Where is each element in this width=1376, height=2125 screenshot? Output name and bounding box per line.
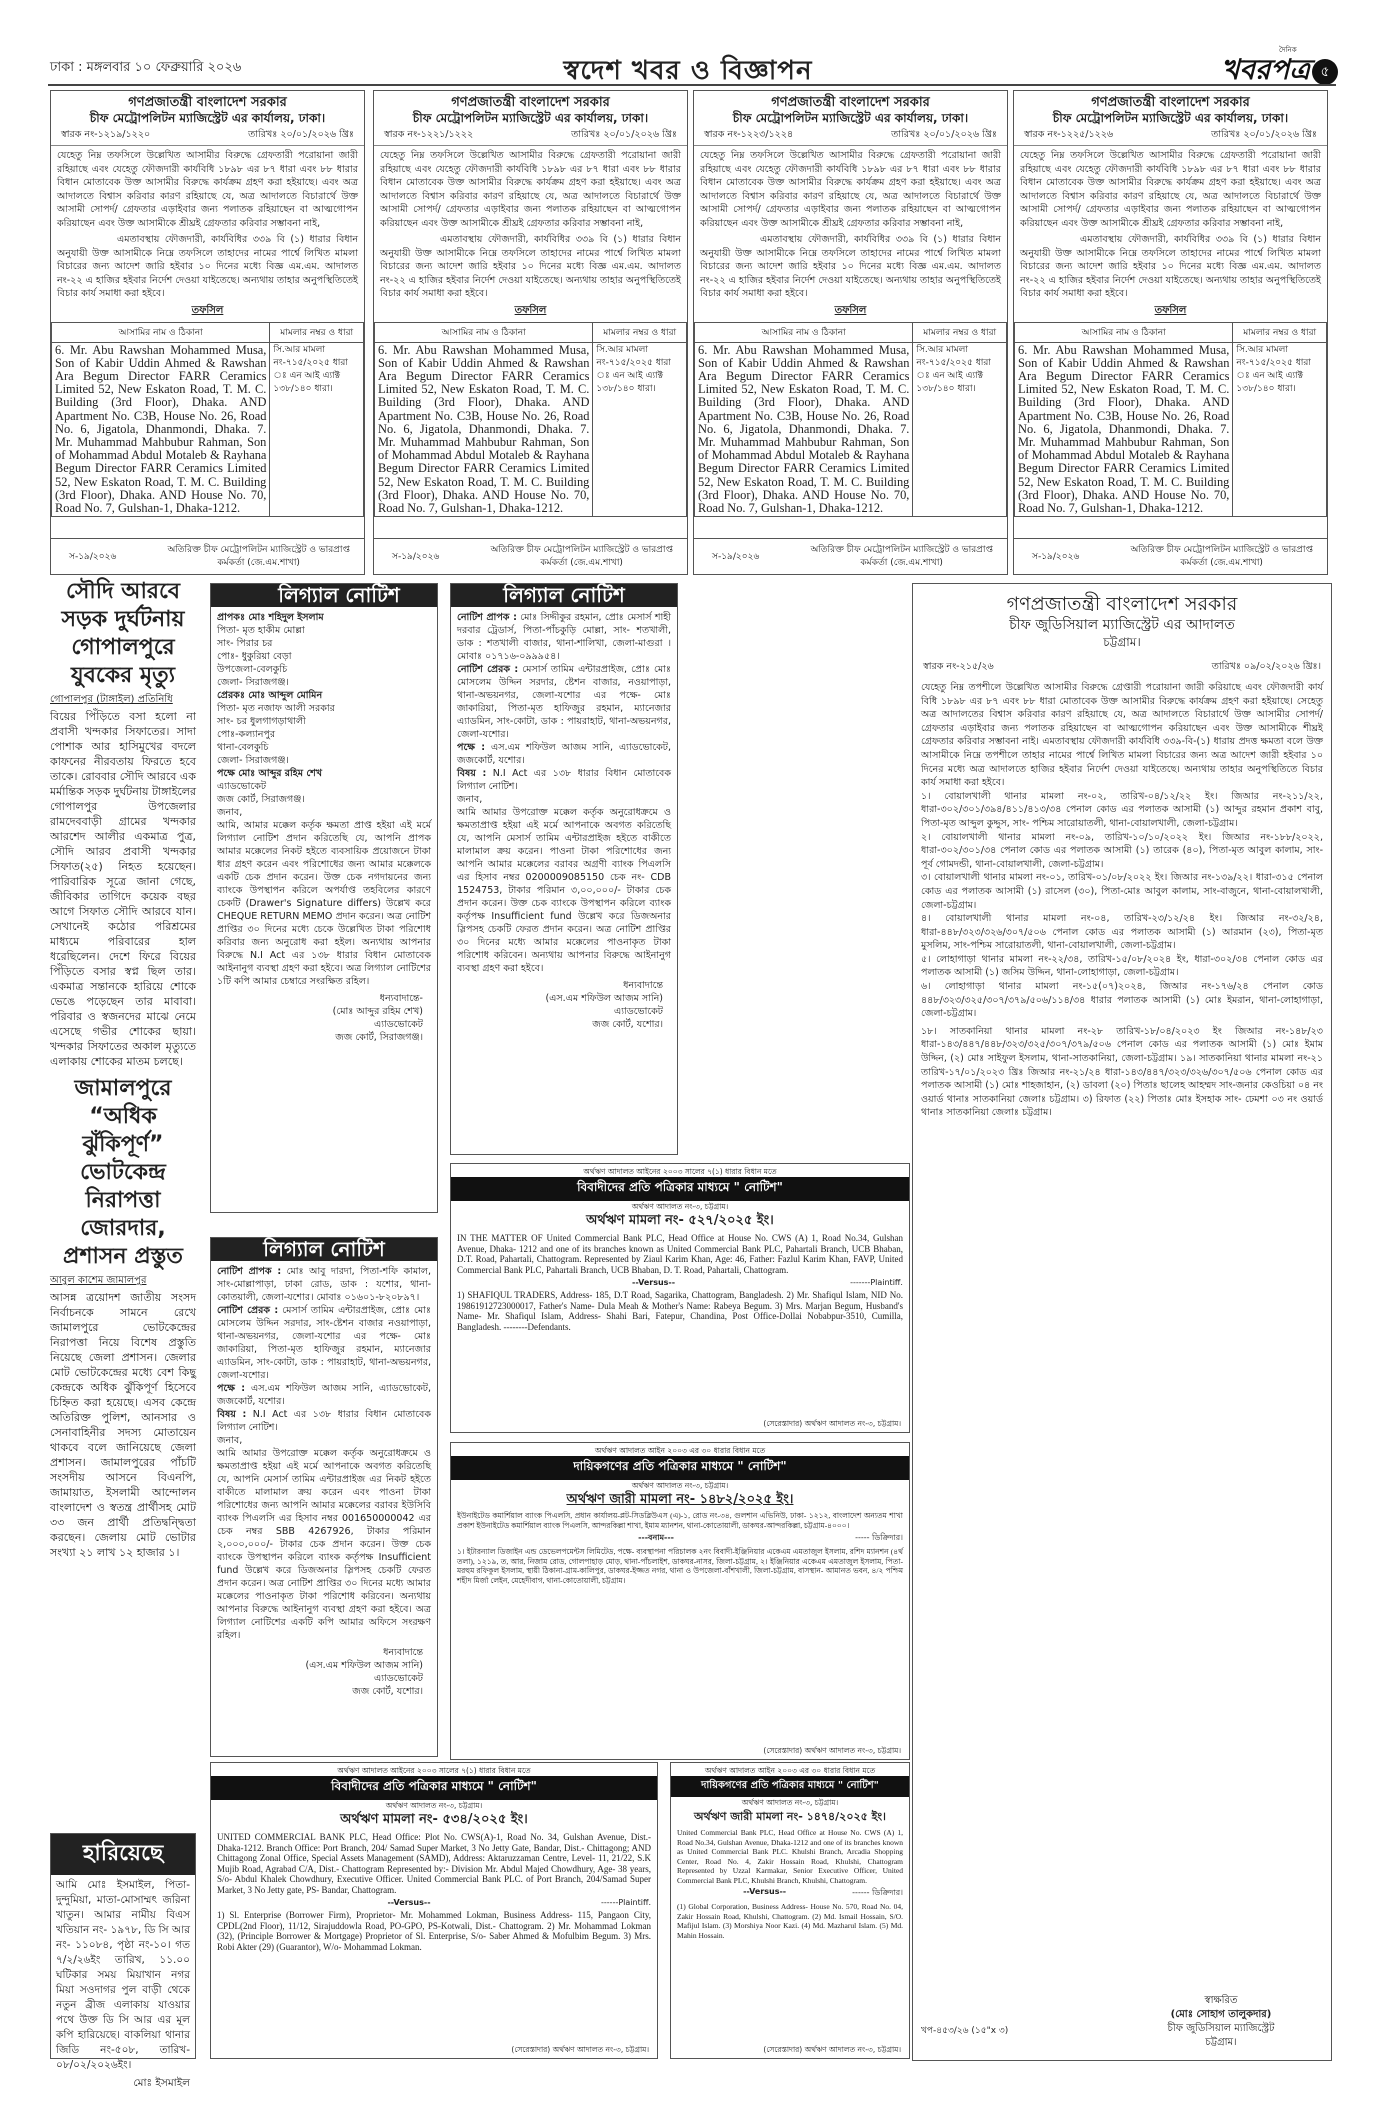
cjm-case-item: ১। বোয়ালখালী থানার মামলা নং-০২, তারিখ-০৪/১২/২২ ইং। জিআর নং-২১১/২২, ধারা-৩০২/৩০১/৩৯৪/৪১১/৪১৩/৩৪ পেনাল কোড এর পলাতক আসামী (১) আব্দুর রহমান প্রকাশ বাবু, পিতা-মৃত আব্দুল কুদ্দুস, সাং- পশ্চিম সারোয়াতলী, থানা-বোয়ালখালী, জেলা-চট্টগ্রাম। bbox=[921, 790, 1323, 829]
loan-court: অর্থঋণ আদালত নং-৩, চট্টগ্রাম। bbox=[741, 1798, 839, 1807]
cjm-date: তারিখঃ ০৯/০২/২০২৬ খ্রিঃ। bbox=[1211, 661, 1321, 672]
cjm-sign-place: চট্টগ্রাম। bbox=[1205, 2037, 1237, 2048]
sender-label: নোটিশ প্রেরক : bbox=[457, 664, 519, 675]
warrant-para-1: যেহেতু নিম্ন তফসিলে উল্লেখিত আসামীর বিরুদ্ধে গ্রেফতারী পরোয়ানা জারী রহিয়াছে এবং যেহেতু ফৌজদারী কার্যবিধি ১৮৯৮ এর ৮৭ ধারা এবং ৮৮ ধারার বিধান মোতাবেক উক্ত আসামীর বিরুদ্ধে কার্যক্রম গ্রহণ করা হইয়াছে। এবং অত্র আদালতে বিশ্বাস করিবার কারণ রহিয়াছে যে, অত্র আদালতে বিচারার্থে উক্ত আসামী সোপর্দ/ গ্রেফতার এড়াইবার জন্য পলাতক রহিয়াছেন বা আত্মগোপন করিয়াছেন এবং উক্ত আসামীকে শ্রীঘ্রই গ্রেফতার করিবার সম্ভাবনা নাই, bbox=[374, 145, 687, 233]
warrant-gov: গণপ্রজাতন্ত্রী বাংলাদেশ সরকার bbox=[451, 95, 610, 110]
warrant-office: চীফ মেট্রোপলিটন ম্যাজিস্ট্রেট এর কার্যালয়, ঢাকা। bbox=[89, 111, 326, 125]
case-details: সি.আর মামলা নং-৭১৫/২০২৫ ধারা ঃ এন আই এ্যাক্ট ১৩৮/১৪০ ধারা। bbox=[270, 342, 364, 517]
cjm-case-item: ৪। বোয়ালখালী থানার মামলা নং-০৪, তারিখ-২৩/১২/২৪ ইং। জিআর নং-৩২/২৪, ধারা-৪৪৮/৩২৩/৩২৬/৩০৭/৫০৬ পেনাল কোড এর পলাতক আসামী (১) আরমান (২৩), পিতা-মৃত মুসলিম, সাং-পশ্চিম সারোয়াতলী, থানা-বোয়ালখালী, জেলা-চট্টগ্রাম। bbox=[921, 913, 1323, 952]
loan-plaintiff: IN THE MATTER OF United Commercial Bank PLC, Head Office at House No. CWS (A) 1, Road No.34, Gulshan Avenue, Dhaka- 1212 and one of its branches known as United Commercial Bank PLC, Pahartali Branch, UCB Bhaban, D.T. Road, Pahartali, Chattogram. Represented by Ziaul Karim Khan, Age: 46, Father: Fazlul Karim Khan, FAVP, United Commercial Bank PLC, Pahartali Branch, UCB Bhaban, D. T. Road, Pahartali, Chattogram. bbox=[457, 1233, 903, 1275]
col-case-header: মামলার নম্বর ও ধারা bbox=[593, 322, 687, 342]
warrant-para-2: এমতাবস্থায় ফৌজদারী, কার্যবিধির ৩৩৯ বি (১) ধারার বিধান অনুযায়ী উক্ত আসামীকে নিম্নে তফসিলে তাহাদের নামের পার্শ্বে লিখিত মামলা বিচারের জন্য আদেশ জারি হইবার ১০ দিনের মধ্যে বিজ্ঞ এম.এম. আদালত নং-২২ এ হাজির হইবার নির্দেশ দেওয়া যাইতেছে। অন্যথায় তাহার অনুপস্থিতিতেই বিচার কার্য সমাধা করা হইবে। bbox=[380, 234, 681, 299]
loan-defendants: 1) Sl. Enterprise (Borrower Firm), Proprietor- Mr. Mohammed Lokman, Business Address- 115, Pangaon City, CPDL(2nd Floor), 11/12, Sirajuddowla Road, PO-GPO, PS-Kotwali, Dist.- Chattogram. 2) Mr. Mohammad Lokman (32), (Principle Borrower & Mortgage) Proprietor of Sl. Enterprise, S/o- Saber Ahmed & Mofulbim Begum. 3) Mrs. Robi Akter (29) (Guarantor), W/o- Mohammad Lokman. bbox=[217, 1910, 651, 1952]
page-number-badge: ৫ bbox=[1312, 59, 1338, 85]
cjm-city: চট্টগ্রাম। bbox=[1103, 635, 1141, 649]
sender: মেসার্স তামিম এন্টারপ্রাইজ, প্রোঃ মোঃ মোসলেম উদ্দিন সরদার, ষ্টেশন বাজার, নওয়াপাড়া, থানা-অভয়নগর, জেলা-যশোর এর পক্ষে- মোঃ জাকারিয়া, পিতা-মৃত হাফিজুর রহমান, ম্যানেজার এ্যাডমিন, সাং-কোটা, ডাক : পায়রাহাট, থানা-অভয়নগর, জেলা-যশোর। bbox=[457, 664, 671, 740]
address-line: সাং- পিরার চর bbox=[217, 638, 273, 649]
cjm-case-item: ৫। লোহাগাড়া থানার মামলা নং-২২/৩৪, তারিখ-১৫/০৮/২০২৪ ইং, ধারা-৩০২/৩৪ পেনাল কোড এর পলাতক আসামী (১) জসিম উদ্দিন, থানা-লোহাগাড়া, জেলা-চট্টগ্রাম। bbox=[921, 953, 1323, 979]
loan-notice-top: অর্থঋণ আদালত আইনের ২০০৩ সালের ৭(১) ধারার বিধান মতে bbox=[583, 1167, 777, 1176]
counsel: এস.এম শফিউল আজম সানি, এ্যাডভোকেট, জজকোর্ট, যশোর। bbox=[217, 1383, 431, 1407]
col-case-header: মামলার নম্বর ও ধারা bbox=[913, 322, 1007, 342]
legal-notice-jessore-2 bbox=[450, 583, 678, 1155]
loan-defendants: (1) Global Corporation, Business Address- House No. 570, Road No. 04, Zakir Hossain Road, Khulshi, Chattogram. (2) Md. Ismail Hossain, S/O. Mafijul Islam. (3) Morshiya Noor Kazi. (4) Md. Mazharul Islam. (5) Md. Mahin Hossain. bbox=[677, 1902, 903, 1940]
news-body-2: আসন্ন ত্রয়োদশ জাতীয় সংসদ নির্বাচনকে সামনে রেখে জামালপুরে ভোটকেন্দ্রের নিরাপত্তা নিয়ে বিশেষ প্রস্তুতি নিয়েছে জেলা প্রশাসন। জেলার মোট ভোটকেন্দ্রের মধ্যে বেশ কিছু কেন্দ্রকে অধিক ঝুঁকিপূর্ণ হিসেবে চিহ্নিত করা হয়েছে। এসব কেন্দ্রে অতিরিক্ত পুলিশ, আনসার ও সেনাবাহিনীর সদস্য মোতায়েন থাকবে বলে জানিয়েছে জেলা প্রশাসন। জামালপুরের পাঁচটি সংসদীয় আসনে বিএনপি, জামায়াত, ইসলামী আন্দোলন বাংলাদেশ ও স্বতন্ত্র প্রার্থীসহ মোট ৩৩ জন প্রার্থী প্রতিদ্বন্দ্বিতা করছেন। জেলায় মোট ভোটার সংখ্যা ২১ লাখ ১২ হাজার ১। bbox=[50, 1291, 196, 1559]
address-line: জজ কোর্ট, সিরাজগঞ্জ। bbox=[217, 794, 305, 805]
col-case-header: মামলার নম্বর ও ধারা bbox=[270, 322, 364, 342]
cjm-signed: স্বাক্ষরিত bbox=[1204, 1995, 1238, 2006]
cjm-memo: স্বারক নং-২১৫/২৬ bbox=[923, 661, 994, 672]
loan-case-number: অর্থঋণ মামলা নং- ৫২৭/২০২৫ ইং। bbox=[586, 1213, 774, 1228]
address-line: থানা-বেলকুচি bbox=[217, 742, 269, 753]
loan-clerk: (সেরেস্তাদার) অর্থঋণ আদালত নং-৩, চট্টগ্রাম। bbox=[763, 2045, 901, 2054]
address-line: পোঃ-কল্যানপুর bbox=[217, 729, 276, 740]
counsel: এস.এম শফিউল আজম সানি, এ্যাডভোকেট, জজকোর্ট, যশোর। bbox=[457, 742, 671, 766]
loan-court-notice bbox=[450, 1442, 910, 1760]
cjm-more: ১৮। সাতকানিয়া থানার মামলা নং-২৮ তারিখ-১৮/০৪/২০২৩ ইং জিআর নং-১৪৮/২৩ ধারা-১৪৩/৪৪৭/৪৪৮/৩২৩/৩২৫/৩০৭/৩৭৯/৫০৬ পেনাল কোড এর পলাতক আসামী (১) মোঃ ইমাম উদ্দিন, (২) মোঃ সাইফুল ইসলাম, থানা-সাতকানিয়া, জেলা-চট্টগ্রাম। ১৯। সাতকানিয়া থানার মামলা নং-২১ তারিখ-১৭/০১/২০২৩ খ্রিঃ জিআর নং-২১/২৪ ধারা-১৪৩/৪৪৭/৩২৩/৩২৬/৩০৭/৫০৬ পেনাল কোড এর পলাতক আসামী (১) মোঃ শাহজাহান, (২) ডাবলা (২০) পিতাঃ ছালেহ আহম্মদ সাং-জনার কেওচিয়া ০৪ নং ওয়ার্ড থানাঃ সাতকানিয়া জেলাঃ চট্টগ্রাম। ৩) রিফাত (২২) পিতাঃ মোঃ ইসহাক সাং- ঢেমশা ০৩ নং ওয়ার্ড থানাঃ সাতকানিয়া জেলাঃ চট্টগ্রাম। bbox=[921, 1025, 1323, 1119]
col-name-header: আসামির নাম ও ঠিকানা bbox=[695, 322, 913, 342]
notice-body: আমি আমার উপরোক্ত মক্কেল কর্তৃক অনুরোধক্রমে ও ক্ষমতাপ্রাপ্ত হইয়া এই মর্মে আপনাকে অবগত করিতেছি যে, আপনি মেসার্স তামিম এন্টারপ্রাইজ হইতে বাকীতে মালামাল ক্রয় করেন। পাওনা টাকা পরিশোধের জন্য আপনি আমার মক্কেলের বরাবর অগ্রণী ব্যাংক পিএলসি এর হিসাব নম্বর 0200009085150 চেক নং- CDB 1524753, টাকার পরিমান ৩,০০,০০০/- টাকার চেক প্রদান করেন। উক্ত চেক ব্যাংকে উপস্থাপন করিলে ব্যাংক কর্তৃপক্ষ Insufficient fund উল্লেখ করে ডিজঅনার স্লিপসহ চেকটি ফেরত প্রদান করেন। অত্র নোটিশ প্রাপ্তির ৩০ দিনের মধ্যে আমার মক্কেলের পাওনাকৃত টাকা পরিশোধ করিবেন। অন্যথায় আপনার বিরুদ্ধে আইনানুগ ব্যবস্থা গ্রহণ করা হইবে। bbox=[457, 807, 671, 974]
advocate-court: জজ কোর্ট, যশোর। bbox=[592, 1019, 663, 1030]
section-title: স্বদেশ খবর ও বিজ্ঞাপন bbox=[563, 56, 813, 86]
loan-court: অর্থঋণ আদালত নং-৩, চট্টগ্রাম। bbox=[631, 1481, 729, 1490]
cjm-warrant-notice bbox=[912, 583, 1332, 2061]
loan-court-notice bbox=[450, 1163, 910, 1433]
accused-details: 6. Mr. Abu Rawshan Mohammed Musa, Son of Kabir Uddin Ahmed & Rawshan Ara Begum Director FARR Ceramics Limited 52, New Eskaton Road, T. M. C. Building (3rd Floor), Dhaka. AND Apartment No. C3B, House No. 26, Road No. 6, Jigatola, Dhanmondi, Dhaka. 7. Mr. Muhammad Mahbubur Rahman, Son of Mohammad Abdul Motaleb & Rayhana Begum Director FARR Ceramics Limited 52, New Eskaton Road, T. M. C. Building (3rd Floor), Dhaka. AND House No. 70, Road No. 7, Gulshan-1, Dhaka-1212. bbox=[375, 342, 593, 517]
loan-plaintiff: ইউনাইটেড কমার্শিয়াল ব্যাংক পিএলসি, প্রধান কার্যালয়-প্লট-সিডব্লিউএস (এ)-১, রোড নং-৩৪, গুলশান এভিনিউ, ঢাকা- ১২১২, বাংলাদেশ অন্যতম শাখা প্রকাশ ইউনাইটেড কমার্শিয়াল ব্যাংক পিএলসি, আন্দরকিল্লা শাখা, ইমাম ম্যানশন, থানা-কোতোয়ালী, ডাকঘর-আন্দরকিল্লা, চট্টগ্রাম-৪০০০। bbox=[457, 1511, 903, 1530]
news-byline-1: গোপালপুর (টাঙ্গাইল) প্রতিনিধি bbox=[50, 694, 173, 705]
page-header bbox=[0, 0, 1376, 86]
advocate-court: জজ কোর্ট, সিরাজগঞ্জ। bbox=[335, 1032, 423, 1043]
loan-clerk: (সেরেস্তাদার) অর্থঋণ আদালত নং-৩, চট্টগ্রাম। bbox=[763, 1746, 901, 1755]
warrant-signatory: অতিরিক্ত চীফ মেট্রোপলিটন ম্যাজিস্ট্রেট ও ভারপ্রাপ্ত কর্মকর্তা (জে.এম.শাখা) bbox=[810, 544, 993, 568]
closing: ধন্যবাদান্তে- bbox=[379, 993, 423, 1004]
col-name-header: আসামির নাম ও ঠিকানা bbox=[1015, 322, 1233, 342]
loan-defendants: 1) SHAFIQUL TRADERS, Address- 185, D.T Road, Sagarika, Chattogram, Bangladesh. 2) Mr. Shafiqul Islam, NID No. 19861912723000017, Father's Name- Dula Meah & Mother's Name: Rabeya Begum. 3) Mrs. Marjan Begum, Husband's Name- Mr. Shafiqul Islam, Address- Shahi Bari, Fatepur, Chandina, Post Office-Dollai Nobabpur-3510, Cumilla, Bangladesh. --------Defendants. bbox=[457, 1290, 903, 1332]
warrant-office: চীফ মেট্রোপলিটন ম্যাজিস্ট্রেট এর কার্যালয়, ঢাকা। bbox=[412, 111, 649, 125]
address-line: জেলা- সিরাজগঞ্জ। bbox=[217, 755, 289, 766]
warrant-gov: গণপ্রজাতন্ত্রী বাংলাদেশ সরকার bbox=[1091, 95, 1250, 110]
advocate-role: এ্যাডভোকেট bbox=[373, 1019, 423, 1030]
cjm-intro: যেহেতু নিম্ন তপশীলে উল্লেখিত আসামীর বিরুদ্ধে গ্রেপ্তারী পরোয়ানা জারী করিয়াছে এবং ফৌজদারী কার্য বিধি ১৮৯৮ এর ৮৭ এবং ৮৮ ধারা মোতাবেক উক্ত আসামীর বিরুদ্ধে কার্যক্রম গ্রহণ করা হইয়াছে। সেহেতু অত্র আদালতের বিশ্বাস করিবার কারণ রহিয়াছে যে, অত্র আদালতে বিচারার্থে উক্ত আসামীর সোপর্দ/গ্রেফতার এড়াইবার জন্য পলাতক রহিয়াছেন বা আত্মগোপন করিয়াছেন এবং উক্ত আসামীকে শীঘ্রই গ্রেফতার করিবার সম্ভাবনা নাই। এমতাবস্থায় ফৌজদারী কার্যবিধি ৩৩৯-বি-(১) ধারায় প্রদত্ত ক্ষমতা বলে উক্ত আসামীকে নিম্নে তপশীলে তাহার নামের পার্শ্বে লিখিত মামলা বিচারের জন্য অত্র আদেশ জারী হইবার ১০ দিনের মধ্যে অত্র আদালতে হাজির হইবার নির্দেশ দেওয়া যাইতেছে। অন্যথায় তাহার অনুপস্থিতিতে বিচার কার্য সমাধা করা হইবে। bbox=[921, 682, 1323, 789]
warrant-memo: স্বারক নং-১২১৯/১২২০ bbox=[61, 129, 151, 140]
accused-details: 6. Mr. Abu Rawshan Mohammed Musa, Son of Kabir Uddin Ahmed & Rawshan Ara Begum Director FARR Ceramics Limited 52, New Eskaton Road, T. M. C. Building (3rd Floor), Dhaka. AND Apartment No. C3B, House No. 26, Road No. 6, Jigatola, Dhanmondi, Dhaka. 7. Mr. Muhammad Mahbubur Rahman, Son of Mohammad Abdul Motaleb & Rayhana Begum Director FARR Ceramics Limited 52, New Eskaton Road, T. M. C. Building (3rd Floor), Dhaka. AND House No. 70, Road No. 7, Gulshan-1, Dhaka-1212. bbox=[695, 342, 913, 517]
accused-details: 6. Mr. Abu Rawshan Mohammed Musa, Son of Kabir Uddin Ahmed & Rawshan Ara Begum Director FARR Ceramics Limited 52, New Eskaton Road, T. M. C. Building (3rd Floor), Dhaka. AND Apartment No. C3B, House No. 26, Road No. 6, Jigatola, Dhanmondi, Dhaka. 7. Mr. Muhammad Mahbubur Rahman, Son of Mohammad Abdul Motaleb & Rayhana Begum Director FARR Ceramics Limited 52, New Eskaton Road, T. M. C. Building (3rd Floor), Dhaka. AND House No. 70, Road No. 7, Gulshan-1, Dhaka-1212. bbox=[52, 342, 270, 517]
loan-case-number: অর্থঋণ মামলা নং- ৫৩৪/২০২৫ ইং। bbox=[340, 1812, 528, 1827]
warrant-date: তারিখঃ ২০/০১/২০২৬ খ্রিঃ bbox=[891, 129, 997, 140]
accused-table bbox=[374, 322, 687, 518]
legal-notice-title: লিগ্যাল নোটিশ bbox=[211, 1238, 437, 1261]
loan-court: অর্থঋণ আদালত নং-৩, চট্টগ্রাম। bbox=[631, 1202, 729, 1211]
warrant-ref: স-১৯/২০২৬ bbox=[712, 552, 760, 562]
subject-label: বিষয় : bbox=[217, 1409, 247, 1420]
address-line: পিতা- মৃত হাকীম মোল্লা bbox=[217, 625, 305, 636]
address-line: পোঃ- ধুকুরিয়া বেড়া bbox=[217, 651, 292, 662]
warrant-date: তারিখঃ ২০/০১/২০২৬ খ্রিঃ bbox=[1211, 129, 1317, 140]
recipient-label: নোটিশ প্রাপক : bbox=[217, 1266, 282, 1277]
loan-case-number: অর্থঋণ জারী মামলা নং- ১৪৭৪/২০২৫ ইং। bbox=[693, 1810, 886, 1823]
case-details: সি.আর মামলা নং-৭১৫/২০২৫ ধারা ঃ এন আই এ্যাক্ট ১৩৮/১৪০ ধারা। bbox=[913, 342, 1007, 517]
subject: N.I Act এর ১৩৮ ধারার বিধান মোতাবেক লিগ্যাল নোটিশ। bbox=[457, 768, 671, 792]
col-name-header: আসামির নাম ও ঠিকানা bbox=[52, 322, 270, 342]
address-line: পিতা- মৃত নজাফ আলী সরকার bbox=[217, 703, 335, 714]
loan-court-notice bbox=[210, 1762, 658, 2059]
warrant-ref: স-১৯/২০২৬ bbox=[1032, 552, 1080, 562]
lost-notice bbox=[50, 1833, 196, 2089]
logo-tag: দৈনিক bbox=[1279, 46, 1297, 54]
loan-case-number: অর্থঋণ জারী মামলা নং- ১৪৮২/২০২৫ ইং। bbox=[566, 1492, 794, 1507]
loan-court-notice bbox=[670, 1762, 910, 2059]
subject-label: বিষয় : bbox=[457, 768, 487, 779]
advocate-name: (মোঃ আব্দুর রহিম শেখ) bbox=[332, 1006, 423, 1017]
warrant-date: তারিখঃ ২০/০১/২০২৬ খ্রিঃ bbox=[571, 129, 677, 140]
advocate-role: এ্যাডভোকেট bbox=[613, 1006, 663, 1017]
cjm-case-item: ৩। বোয়ালখালী থানার মামলা নং-০১, তারিখ-০১/০৮/২০২২ ইং। জিআর নং-১৩৯/২২। ধারা-৩১৫ পেনাল কোড এর পলাতক আসামী (১) রাসেল (৩০), পিতা-মোঃ আবুল কালাম, সাং-বাজুনে, থানা-বোয়ালখালী, জেলা-চট্টগ্রাম। bbox=[921, 872, 1323, 911]
warrant-gov: গণপ্রজাতন্ত্রী বাংলাদেশ সরকার bbox=[771, 95, 930, 110]
warrant-para-2: এমতাবস্থায় ফৌজদারী, কার্যবিধির ৩৩৯ বি (১) ধারার বিধান অনুযায়ী উক্ত আসামীকে নিম্নে তফসিলে তাহাদের নামের পার্শ্বে লিখিত মামলা বিচারের জন্য আদেশ জারি হইবার ১০ দিনের মধ্যে বিজ্ঞ এম.এম. আদালত নং-২২ এ হাজির হইবার নির্দেশ দেওয়া যাইতেছে। অন্যথায় তাহার অনুপস্থিতিতেই বিচার কার্য সমাধা করা হইবে। bbox=[1020, 234, 1321, 299]
case-details: সি.আর মামলা নং-৭১৫/২০২৫ ধারা ঃ এন আই এ্যাক্ট ১৩৮/১৪০ ধারা। bbox=[1233, 342, 1327, 517]
news-headline-1: সৌদি আরবে সড়ক দুর্ঘটনায় গোপালপুরে যুবকের মৃত্যু bbox=[61, 579, 185, 688]
loan-notice-bar: বিবাদীদের প্রতি পত্রিকার মাধ্যমে " নোটিশ" bbox=[211, 1776, 657, 1800]
accused-table bbox=[694, 322, 1007, 518]
warrant-para-1: যেহেতু নিম্ন তফসিলে উল্লেখিত আসামীর বিরুদ্ধে গ্রেফতারী পরোয়ানা জারী রহিয়াছে এবং যেহেতু ফৌজদারী কার্যবিধি ১৮৯৮ এর ৮৭ ধারা এবং ৮৮ ধারার বিধান মোতাবেক উক্ত আসামীর বিরুদ্ধে কার্যক্রম গ্রহণ করা হইয়াছে। এবং অত্র আদালতে বিশ্বাস করিবার কারণ রহিয়াছে যে, অত্র আদালতে বিচারার্থে উক্ত আসামী সোপর্দ/ গ্রেফতার এড়াইবার জন্য পলাতক রহিয়াছেন বা আত্মগোপন করিয়াছেন এবং উক্ত আসামীকে শ্রীঘ্রই গ্রেফতার করিবার সম্ভাবনা নাই, bbox=[51, 145, 364, 233]
loan-defendants: ১। ইটারন্যাল ডিজাইন এন্ড ডেভেলপমেন্টস লিমিটেড, পক্ষে- ব্যবস্থাপনা পরিচালক ২নং বিবাদী-ইঞ্জিনিয়ার একেএম এমতাজুল ইসলাম, রশিদ ম্যানশন (৪র্থ তলা), ১২১৯, ত, আর, নিজাম রোড, গোলপাহাড় মোড়, থানা-পাঁচলাইশ, ডাকঘর-নাসর, জিলা-চট্টগ্রাম, ২। ইঞ্জিনিয়ার একেএম এমতাজুল ইসলাম, পিতা-মরহুম রফিকুল ইসলাম, স্থায়ী ঠিকানা-গ্রাম-কালিপুর, ডাকঘর-ইজ্জত নগর, থানা ও উপজেলা-বাঁশখালী, জিলা-চট্টগ্রাম, বাসস্থান- আমানত ভবন, ৪/২ পশ্চিম শহীদ মির্জা লেইন, মেহেদীবাগ, থানা-কোতোয়ালী, চট্টগ্রাম। bbox=[457, 1547, 903, 1585]
address-line: জেলা- সিরাজগঞ্জ। bbox=[217, 677, 289, 688]
loan-versus: --Versus-- bbox=[632, 1278, 676, 1287]
warrant-notice bbox=[50, 90, 365, 575]
schedule-heading: তফসিল bbox=[191, 304, 224, 316]
warrant-para-1: যেহেতু নিম্ন তফসিলে উল্লেখিত আসামীর বিরুদ্ধে গ্রেফতারী পরোয়ানা জারী রহিয়াছে এবং যেহেতু ফৌজদারী কার্যবিধি ১৮৯৮ এর ৮৭ ধারা এবং ৮৮ ধারার বিধান মোতাবেক উক্ত আসামীর বিরুদ্ধে কার্যক্রম গ্রহণ করা হইয়াছে। এবং অত্র আদালতে বিশ্বাস করিবার কারণ রহিয়াছে যে, অত্র আদালতে বিচারার্থে উক্ত আসামী সোপর্দ/ গ্রেফতার এড়াইবার জন্য পলাতক রহিয়াছেন বা আত্মগোপন করিয়াছেন এবং উক্ত আসামীকে শ্রীঘ্রই গ্রেফতার করিবার সম্ভাবনা নাই, bbox=[1014, 145, 1327, 233]
cjm-case-item: ২। বোয়ালখালী থানার মামলা নং-০৯, তারিখ-১০/১০/২০২২ ইং। জিআর নং-১৮৮/২০২২, ধারা-৩০২/৩০১/৩৪ পেনাল কোড এর পলাতক আসামী (১) তারেক (৪০), পিতা-মৃত আবুল কালাম, সাং-পূর্ব গোমদন্ডী, থানা-বোয়ালখালী, জেলা-চট্টগ্রাম। bbox=[921, 831, 1323, 870]
loan-clerk: (সেরেস্তাদার) অর্থঋণ আদালত নং-৩, চট্টগ্রাম। bbox=[763, 1419, 901, 1428]
loan-notice-top: অর্থঋণ আদালত আইনের ২০০৩ সালের ৭(১) ধারার বিধান মতে bbox=[337, 1766, 531, 1775]
case-details: সি.আর মামলা নং-৭১৫/২০২৫ ধারা ঃ এন আই এ্যাক্ট ১৩৮/১৪০ ধারা। bbox=[593, 342, 687, 517]
news-headline-2: জামালপুরে “অধিক ঝুঁকিপূর্ণ” ভোটকেন্দ্র নিরাপত্তা জোরদার, প্রশাসন প্রস্তুত bbox=[63, 1076, 183, 1269]
loan-notice-top: অর্থঋণ আদালত আইন ২০০৩ এর ৩০ ধারার বিধান মতে bbox=[594, 1446, 766, 1455]
col-case-header: মামলার নম্বর ও ধারা bbox=[1233, 322, 1327, 342]
loan-versus: ---বনাম--- bbox=[638, 1533, 674, 1542]
accused-details: 6. Mr. Abu Rawshan Mohammed Musa, Son of Kabir Uddin Ahmed & Rawshan Ara Begum Director FARR Ceramics Limited 52, New Eskaton Road, T. M. C. Building (3rd Floor), Dhaka. AND Apartment No. C3B, House No. 26, Road No. 6, Jigatola, Dhanmondi, Dhaka. 7. Mr. Muhammad Mahbubur Rahman, Son of Mohammad Abdul Motaleb & Rayhana Begum Director FARR Ceramics Limited 52, New Eskaton Road, T. M. C. Building (3rd Floor), Dhaka. AND House No. 70, Road No. 7, Gulshan-1, Dhaka-1212. bbox=[1015, 342, 1233, 517]
col-name-header: আসামির নাম ও ঠিকানা bbox=[375, 322, 593, 342]
warrant-notice bbox=[693, 90, 1008, 575]
warrant-date: তারিখঃ ২০/০১/২০২৬ খ্রিঃ bbox=[248, 129, 354, 140]
warrant-memo: স্বারক নং-১২২৩/১২২৪ bbox=[704, 129, 794, 140]
loan-court: অর্থঋণ আদালত নং-৩, চট্টগ্রাম। bbox=[385, 1801, 483, 1810]
advocate-court: জজ কোর্ট, যশোর। bbox=[352, 1686, 423, 1697]
warrant-memo: স্বারক নং-১২২১/১২২২ bbox=[384, 129, 474, 140]
warrant-signatory: অতিরিক্ত চীফ মেট্রোপলিটন ম্যাজিস্ট্রেট ও ভারপ্রাপ্ত কর্মকর্তা (জে.এম.শাখা) bbox=[1130, 544, 1313, 568]
loan-clerk: (সেরেস্তাদার) অর্থঋণ আদালত নং-৩, চট্টগ্রাম। bbox=[511, 2045, 649, 2054]
address-line: উপজেলা-বেলকুচি bbox=[217, 664, 288, 675]
warrant-ref: স-১৯/২০২৬ bbox=[392, 552, 440, 562]
advocate-name: (এস.এম শফিউল আজম সানি) bbox=[545, 993, 663, 1004]
cjm-sign-name: (মোঃ সোহাগ তালুকদার) bbox=[1170, 2009, 1272, 2020]
loan-plaintiff-tag: ------ ডিক্রিদার। bbox=[852, 1888, 903, 1897]
recipient: মোঃ সিদ্দীকুর রহমান, প্রোঃ মেসার্স শাহী দরবার ট্রেডার্স, পিতা-পাঁচকুড়ি মোল্লা, সাং- শতখালী, ডাক : শতখালী বাজার, থানা-শালিখা, জেলা-মাগুরা । মোবাঃ ০১৭১৬-০৯৯৯৫৪। bbox=[457, 612, 671, 662]
legal-notice-jessore-1 bbox=[210, 1237, 438, 1757]
lost-title: হারিয়েছে bbox=[51, 1834, 195, 1875]
address-line: প্রেরকঃ মোঃ আব্দুল মোমিন bbox=[217, 690, 323, 701]
lost-body: আমি মোঃ ইসমাইল, পিতা- দুন্দুমিয়া, মাতা-মোসাম্মৎ জরিনা খাতুন। আমার নামীয় বিএস খতিয়ান নং- ১৯৭৮, ডি সি আর নং- ১১০৮৪, পৃষ্ঠা নং-১০। গত ৭/২/২৬ইং তারিখ, ১১.০০ ঘটিকার সময় মিয়াখান নগর মিয়া সওদাগর পুল বাড়ী থেকে নতুন ব্রীজ এলাকায় যাওয়ার পথে উক্ত ডি সি আর এর মূল কপি হারিয়েছে। বাকলিয়া থানার জিডি নং-৫০৮, তারিখ- ০৮/০২/২০২৬ইং। bbox=[56, 1879, 190, 2071]
loan-notice-bar: দায়িকগণের প্রতি পত্রিকার মাধ্যমে " নোটিশ" bbox=[671, 1776, 909, 1797]
loan-versus: --Versus-- bbox=[387, 1898, 431, 1907]
warrant-para-2: এমতাবস্থায় ফৌজদারী, কার্যবিধির ৩৩৯ বি (১) ধারার বিধান অনুযায়ী উক্ত আসামীকে নিম্নে তফসিলে তাহাদের নামের পার্শ্বে লিখিত মামলা বিচারের জন্য আদেশ জারি হইবার ১০ দিনের মধ্যে বিজ্ঞ এম.এম. আদালত নং-২২ এ হাজির হইবার নির্দেশ দেওয়া যাইতেছে। অন্যথায় তাহার অনুপস্থিতিতেই বিচার কার্য সমাধা করা হইবে। bbox=[57, 234, 358, 299]
warrant-para-2: এমতাবস্থায় ফৌজদারী, কার্যবিধির ৩৩৯ বি (১) ধারার বিধান অনুযায়ী উক্ত আসামীকে নিম্নে তফসিলে তাহাদের নামের পার্শ্বে লিখিত মামলা বিচারের জন্য আদেশ জারি হইবার ১০ দিনের মধ্যে বিজ্ঞ এম.এম. আদালত নং-২২ এ হাজির হইবার নির্দেশ দেওয়া যাইতেছে। অন্যথায় তাহার অনুপস্থিতিতেই বিচার কার্য সমাধা করা হইবে। bbox=[700, 234, 1001, 299]
closing: ধন্যবাদান্তে bbox=[383, 1647, 423, 1658]
legal-notice-siraj bbox=[210, 583, 438, 1213]
warrant-notice bbox=[373, 90, 688, 575]
loan-notice-top: অর্থঋণ আদালত আইন ২০০৩ এর ৩০ ধারার বিধান মতে bbox=[704, 1766, 876, 1775]
accused-table bbox=[51, 322, 364, 518]
closing: ধন্যবাদান্তে bbox=[623, 980, 663, 991]
warrant-signatory: অতিরিক্ত চীফ মেট্রোপলিটন ম্যাজিস্ট্রেট ও ভারপ্রাপ্ত কর্মকর্তা (জে.এম.শাখা) bbox=[167, 544, 350, 568]
loan-notice-bar: বিবাদীদের প্রতি পত্রিকার মাধ্যমে " নোটিশ" bbox=[451, 1177, 909, 1201]
news-body-1: বিয়ের পিঁড়িতে বসা হলো না প্রবাসী খন্দকার সিফাতের। সাদা পোশাক আর হাসিমুখের বদলে কাফনের নীরবতায় ফিরতে হবে তাকে। রোববার সৌদি আরবে এক মর্মান্তিক সড়ক দুর্ঘটনায় টাঙ্গাইলের গোপালপুর উপজেলার রামদেববাড়ী গ্রামের খন্দকার আরশেদ আলীর একমাত্র পুত্র, সৌদি আরব প্রবাসী খন্দকার সিফাত(২৫) নিহত হয়েছেন। পারিবারিক সূত্রে জানা গেছে, জীবিকার তাগিদে কয়েক বছর আগে সিফাত সৌদি আরবে যান। সেখানেই কঠোর পরিশ্রমের মাধ্যমে পরিবারের হাল ধরেছিলেন। দেশে ফিরে বিয়ের পিঁড়িতে বসার স্বপ্ন ছিল তার। একমাত্র সন্তানকে হারিয়ে শোকে ভেঙে পড়েছেন তার মাবাবা। পরিবার ও স্বজনদের মাঝে নেমে এসেছে গভীর শোকের ছায়া। খন্দকার সিফাতের অকাল মৃত্যুতে এলাকায় শোকের মাতম চলছে। bbox=[50, 710, 196, 1068]
warrant-gov: গণপ্রজাতন্ত্রী বাংলাদেশ সরকার bbox=[128, 95, 287, 110]
warrant-notice bbox=[1013, 90, 1328, 575]
header-rule bbox=[48, 84, 1336, 86]
salutation: জনাব, bbox=[217, 807, 243, 818]
warrant-ref: স-১৯/২০২৬ bbox=[69, 552, 117, 562]
address-line: এ্যাডভোকেট bbox=[217, 781, 267, 792]
warrant-signatory: অতিরিক্ত চীফ মেট্রোপলিটন ম্যাজিস্ট্রেট ও ভারপ্রাপ্ত কর্মকর্তা (জে.এম.শাখা) bbox=[490, 544, 673, 568]
loan-plaintiff: UNITED COMMERCIAL BANK PLC, Head Office: Plot No. CWS(A)-1, Road No. 34, Gulshan Avenue, Dist.- Dhaka-1212. Branch Office: Port Branch, 204/ Samad Super Market, 3 No Jetty Gate, Bandar, Dist.- Chittagong; AND Chittagong Zonal Office, Special Assets Management (SAMD), Address: Aktaruzzaman Centre, Level- 11, 21/22, S.K Mujib Road, Agrabad C/A, Dist.- Chattogram Represented by:- Division Mr. Abdul Majed Chowdhury, Age- 38 years, S/o- Abdul Khalek Chowdhury, Executive Officer. United Commercial Bank PLC. of Port Branch, 204/Samad Super Market, 3 No Jetty gate, PS- Bandar, Chattogram. bbox=[217, 1832, 651, 1895]
subject: N.I Act এর ১৩৮ ধারার বিধান মোতাবেক লিগ্যাল নোটিশ। bbox=[217, 1409, 431, 1433]
counsel-label: পক্ষে : bbox=[217, 1383, 246, 1394]
accused-table bbox=[1014, 322, 1327, 518]
address-line: পক্ষে মোঃ আব্দুর রহিম শেখ bbox=[217, 768, 323, 779]
notice-body: আমি, আমার মক্কেল কর্তৃক ক্ষমতা প্রাপ্ত হইয়া এই মর্মে লিগ্যাল নোটিশ প্রদান করিতেছি যে, আপনি প্রাপক আমার মক্কেলের নিকট হইতে ব্যবসায়িক প্রয়োজনে টাকা ধার গ্রহণ করেন এবং পরিশোধের জন্য আমার মক্কেলকে একটি চেক প্রদান করেন। উক্ত চেক নগদায়নের জন্য ব্যাংকে উপস্থাপন করিলে অপর্যাপ্ত তহবিলের কারণে চেকটি (Drawer's Signature differs) উল্লেখ করে CHEQUE RETURN MEMO প্রদান করেন। অত্র নোটিশ প্রাপ্তির ৩০ দিনের মধ্যে চেকে উল্লেখিত টাকা পরিশোধ করিবার জন্য অনুরোধ করা হইল। অন্যথায় আপনার বিরুদ্ধে N.I Act এর ১৩৮ ধারার বিধান মোতাবেক আইনানুগ ব্যবস্থা গ্রহণ করা হইবে। অত্র লিগ্যাল নোটিশের ১টি কপি আমার চেম্বারে সংরক্ষিত রহিল। bbox=[217, 820, 431, 987]
recipient: মোঃ আবু দারদা, পিতা-শফি কামাল, সাং-মোল্লাপাড়া, ঢাকা রোড, ডাক : যশোর, থানা- কোতয়ালী, জেলা-যশোর। মোবাঃ ০১৬০১-৮২০৮৯৭। bbox=[217, 1266, 431, 1303]
issue-date: ঢাকা : মঙ্গলবার ১০ ফেব্রুয়ারি ২০২৬ bbox=[50, 60, 242, 75]
advocate-name: (এস.এম শফিউল আজম সানি) bbox=[305, 1660, 423, 1671]
recipient-label: নোটিশ প্রাপক : bbox=[457, 612, 517, 623]
advocate-role: এ্যাডভোকেট bbox=[373, 1673, 423, 1684]
cjm-ref: খপ-৪৫৩/২৬ (১৫"x ৩) bbox=[921, 2026, 1009, 2036]
news-byline-2: আবুল কাশেম জামালপুর bbox=[50, 1275, 147, 1286]
legal-notice-title: লিগ্যাল নোটিশ bbox=[451, 584, 677, 607]
salutation: জনাব, bbox=[217, 1435, 243, 1446]
warrant-para-1: যেহেতু নিম্ন তফসিলে উল্লেখিত আসামীর বিরুদ্ধে গ্রেফতারী পরোয়ানা জারী রহিয়াছে এবং যেহেতু ফৌজদারী কার্যবিধি ১৮৯৮ এর ৮৭ ধারা এবং ৮৮ ধারার বিধান মোতাবেক উক্ত আসামীর বিরুদ্ধে কার্যক্রম গ্রহণ করা হইয়াছে। এবং অত্র আদালতে বিশ্বাস করিবার কারণ রহিয়াছে যে, অত্র আদালতে বিচারার্থে উক্ত আসামী সোপর্দ/ গ্রেফতার এড়াইবার জন্য পলাতক রহিয়াছেন বা আত্মগোপন করিয়াছেন এবং উক্ত আসামীকে শ্রীঘ্রই গ্রেফতার করিবার সম্ভাবনা নাই, bbox=[694, 145, 1007, 233]
sender-label: নোটিশ প্রেরক : bbox=[217, 1305, 279, 1316]
warrant-office: চীফ মেট্রোপলিটন ম্যাজিস্ট্রেট এর কার্যালয়, ঢাকা। bbox=[732, 111, 969, 125]
loan-plaintiff-tag: ----- ডিক্রিদার। bbox=[855, 1533, 903, 1542]
cjm-case-item: ৬। লোহাগাড়া থানার মামলা নং-১৫(০৭)২০২৪, জিআর নং-১৭৬/২৪ পেনাল কোড ৪৪৮/৩২৩/৩২৫/৩০৭/৩৭৯/৫০৬/১১৪/৩৪ ধারার পলাতক আসামী (১) মোঃ ইমরান, থানা-লোহাগাড়া, জেলা-চট্টগ্রাম। bbox=[921, 981, 1323, 1020]
logo-name: খবরপত্র bbox=[1221, 53, 1310, 86]
loan-plaintiff-tag: ------Plaintiff. bbox=[601, 1898, 651, 1907]
schedule-heading: তফসিল bbox=[1154, 304, 1187, 316]
warrant-office: চীফ মেট্রোপলিটন ম্যাজিস্ট্রেট এর কার্যালয়, ঢাকা। bbox=[1052, 111, 1289, 125]
loan-plaintiff-tag: -------Plaintiff. bbox=[850, 1278, 903, 1287]
address-line: প্রাপকঃ মোঃ শহিদুল ইসলাম bbox=[217, 612, 324, 623]
warrant-memo: স্বারক নং-১২২৫/১২২৬ bbox=[1024, 129, 1114, 140]
sender: মেসার্স তামিম এন্টারপ্রাইজ, প্রোঃ মোঃ মোসলেম উদ্দিন সরদার, সাং-ষ্টেশন বাজার নওয়াপাড়া, থানা-অভয়নগর, জেলা-যশোর এর পক্ষে- মোঃ জাকারিয়া, পিতা-মৃত হাফিজুর রহমান, ম্যানেজার এ্যাডমিন, সাং-কোটা, ডাক : পায়রাহাট, থানা-অভয়নগর, জেলা-যশোর। bbox=[217, 1305, 431, 1381]
notice-body: আমি আমার উপরোক্ত মক্কেল কর্তৃক অনুরোধক্রমে ও ক্ষমতাপ্রাপ্ত হইয়া এই মর্মে আপনাকে অবগত করিতেছি যে, আপনি মেসার্স তামিম এন্টারপ্রাইজ এর নিকট হইতে বাকীতে মালামাল ক্রয় করেন এবং পাওনা টাকা পরিশোধের জন্য আপনি আমার মক্কেলের বরাবর ইউসিবি ব্যাংক পিএলসি এর হিসাব নম্বর 001650000042 এর চেক নম্বর SBB 4267926, টাকার পরিমান ২,০০০,০০০/- টাকার চেক প্রদান করেন। উক্ত চেক ব্যাংকে উপস্থাপন করিলে ব্যাংক কর্তৃপক্ষ Insufficient fund উল্লেখ করে ডিজঅনার স্লিপসহ চেকটি ফেরত প্রদান করেন। অত্র নোটিশ প্রাপ্তির ৩০ দিনের মধ্যে আমার মক্কেলের পাওনাকৃত টাকা পরিশোধ করিবেন। অন্যথায় আপনার বিরুদ্ধে আইনানুগ ব্যবস্থা গ্রহণ করা হইবে। অত্র লিগ্যাল নোটিশের একটি কপি আমার অফিসে সংরক্ষণ রহিল। bbox=[217, 1448, 431, 1641]
schedule-heading: তফসিল bbox=[834, 304, 867, 316]
loan-notice-bar: দায়িকগণের প্রতি পত্রিকার মাধ্যমে " নোটিশ" bbox=[451, 1456, 909, 1480]
cjm-court: চীফ জুডিসিয়াল ম্যাজিস্ট্রেট এর আদালত bbox=[1009, 617, 1235, 633]
loan-plaintiff: United Commercial Bank PLC, Head Office at House No. CWS (A) 1, Road No.34, Gulshan Avenue, Dhaka-1212 and one of its branches known as United Commercial Bank PLC. Khulshi Branch, Arcadia Shopping Center, Road No. 4, Zakir Hossain Road, Khulshi, Chattogram Represented by Uzzal Karmakar, Senior Executive Officer, United Commercial Bank PLC, Khulshi Branch, Khulshi, Chattogram. bbox=[677, 1828, 903, 1885]
news-column bbox=[50, 578, 196, 1678]
counsel-label: পক্ষে : bbox=[457, 742, 486, 753]
schedule-heading: তফসিল bbox=[514, 304, 547, 316]
masthead-logo bbox=[1221, 48, 1338, 95]
cjm-gov: গণপ্রজাতন্ত্রী বাংলাদেশ সরকার bbox=[1006, 593, 1238, 615]
cjm-sign-title: চীফ জুডিসিয়াল ম্যাজিস্ট্রেট bbox=[1167, 2023, 1275, 2034]
loan-versus: --Versus-- bbox=[743, 1887, 787, 1896]
legal-notice-title: লিগ্যাল নোটিশ bbox=[211, 584, 437, 607]
address-line: সাং- চর ধুলগাগড়াথালী bbox=[217, 716, 306, 727]
lost-signature: মোঃ ইসমাইল bbox=[133, 2077, 190, 2089]
salutation: জনাব, bbox=[457, 794, 483, 805]
